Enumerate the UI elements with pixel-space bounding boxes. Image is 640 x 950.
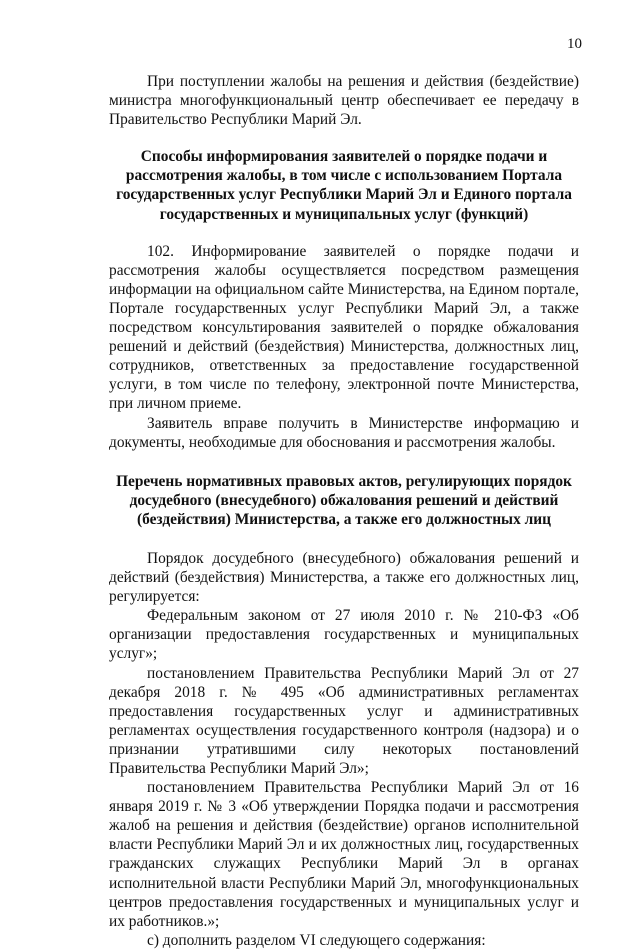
paragraph-amendment-c: с) дополнить разделом VI следующего содержания: [147,931,486,949]
paragraph-federal-law: Федеральным законом от 27 июля 2010 г. № 210-ФЗ «Об организации предоставления государственных и муниципальных услуг»; [109,607,579,663]
spacer [109,129,579,147]
spacer [109,452,579,472]
intro-paragraph: При поступлении жалобы на решения и действия (бездействие) министра многофункциональный центр обеспечивает ее передачу в Правительство Республики Марий Эл. [109,73,579,129]
paragraph-appeal-procedure: Порядок досудебного (внесудебного) обжалования решений и действий (бездействия) Министерства, а также его должностных лиц, регулируется: [109,549,579,606]
section-heading-legal-acts: Перечень нормативных правовых актов, регулирующих порядок досудебного (внесудебного) обжалования решений и действий (бездействия) Министерства, а также его должностных лиц [116,472,572,528]
spacer [109,224,579,242]
paragraph-resolution-495: постановлением Правительства Республики Марий Эл от 27 декабря 2018 г. № 495 «Об административных регламентах предоставления государственных услуг и административных регламентах осуществления государственного контроля (надзора) и о признании утратившими силу некоторых постановлений Правительства Республики Марий Эл»; [109,664,579,777]
spacer [109,529,579,549]
page-number: 10 [567,36,582,52]
page-content [109,72,579,950]
section-heading-complaint-info: Способы информирования заявителей о порядке подачи и рассмотрения жалобы, в том числе с использованием Портала государственных услуг Республики Марий Эл и Единого портала государственных и муниципальных услуг (функций) [116,148,572,223]
paragraph-applicant-rights: Заявитель вправе получить в Министерстве информацию и документы, необходимые для обоснования и рассмотрения жалобы. [109,414,579,451]
paragraph-102: 102. Информирование заявителей о порядке подачи и рассмотрения жалобы осуществляется посредством размещения информации на официальном сайте Министерства, на Едином портале, Портале государственных услуг Республики Марий Эл, а также посредством консультирования заявителей о порядке обжалования решений и действий (бездействия) Министерства, должностных лиц, сотрудников, ответственных за предоставление государственной услуги, в том числе по телефону, электронной почте Министерства, при личном приеме. [109,242,579,413]
paragraph-resolution-3: постановлением Правительства Республики Марий Эл от 16 января 2019 г. № 3 «Об утверждении Порядка подачи и рассмотрения жалоб на решения и действия (бездействие) органов исполнительной власти Республики Марий Эл и их должностных лиц, государственных гражданских служащих Республики Марий Эл в органах исполнительной власти Республики Марий Эл, многофункциональных центров предоставления государственных и муниципальных услуг и их работников.»; [109,779,579,930]
